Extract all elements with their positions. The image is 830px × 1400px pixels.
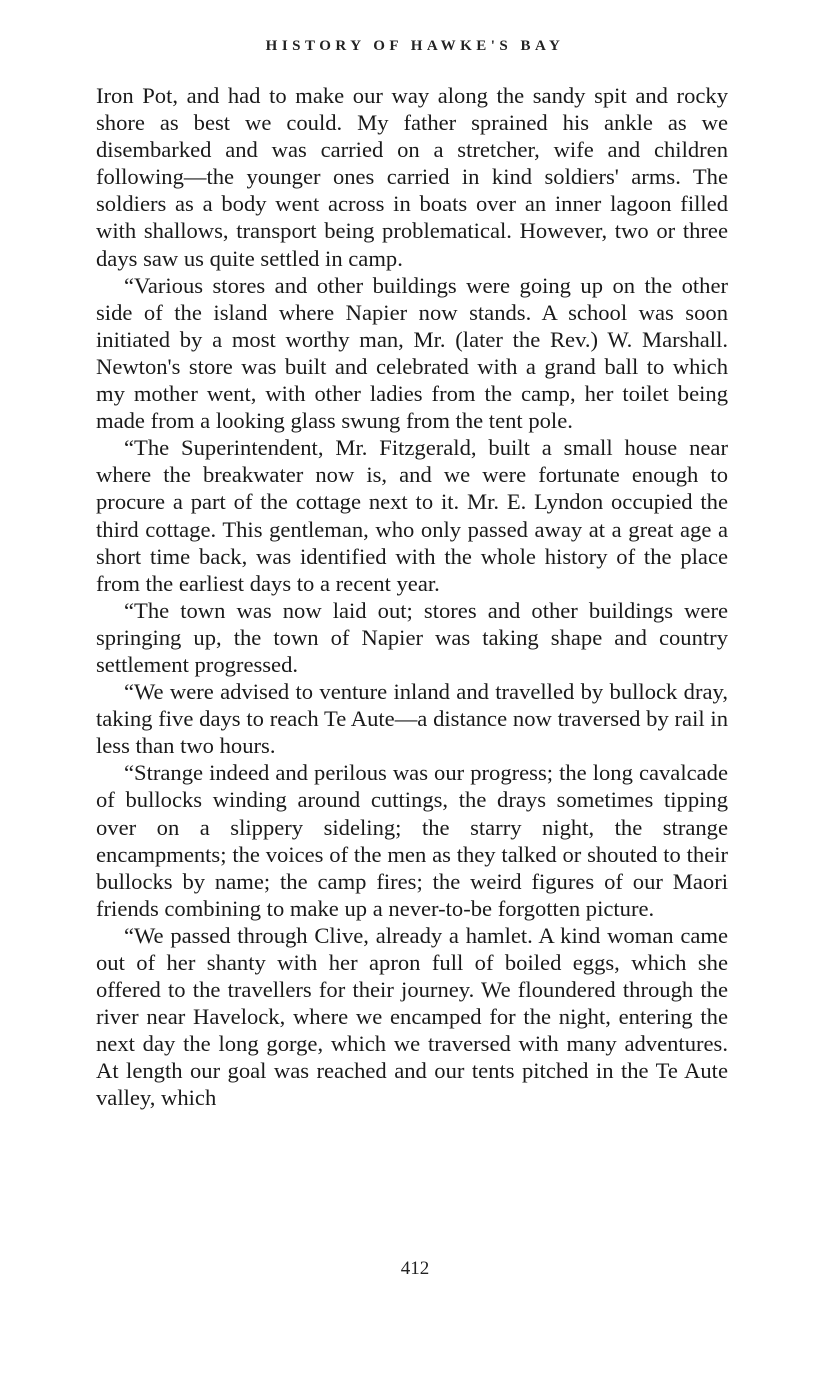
paragraph-5: “We were advised to venture inland and travelled by bullock dray, taking five days to reach Te Aute—a distance now traversed by rail in less than two hours. [96, 679, 728, 759]
paragraph-6: “Strange indeed and perilous was our progress; the long cavalcade of bullocks winding around cuttings, the drays sometimes tipping over on a slippery sideling; the starry night, the strange encampments; the voices of the men as they talked or shouted to their bullocks by name; the camp fires; the weird figures of our Maori friends combining to make up a never-to-be forgotten picture. [96, 760, 728, 921]
paragraph-2: “Various stores and other buildings were going up on the other side of the island where Napier now stands. A school was soon initiated by a most worthy man, Mr. (later the Rev.) W. Marshall. Newton's store was built and celebrated with a grand ball to which my mother went, with other ladies from the camp, her toilet being made from a looking glass swung from the tent pole. [96, 272, 728, 434]
paragraph-1: Iron Pot, and had to make our way along the sandy spit and rocky shore as best we could. My father sprained his ankle as we disembarked and was carried on a stretcher, wife and children following—the younger ones carried in kind soldiers' arms. The soldiers as a body went across in boats over an inner lagoon filled with shallows, transport being problematical. However, two or three days saw us quite settled in camp. [96, 83, 728, 271]
paragraph-3: “The Superintendent, Mr. Fitzgerald, built a small house near where the breakwater now is, and we were fortunate enough to procure a part of the cottage next to it. Mr. E. Lyndon occupied the third cottage. This gentleman, who only passed away at a great age a short time back, was identified with the whole history of the place from the earliest days to a recent year. [96, 435, 728, 596]
body-text [96, 82, 728, 1112]
paragraph-7: “We passed through Clive, already a hamlet. A kind woman came out of her shanty with her apron full of boiled eggs, which she offered to the travellers for their journey. We floundered through the river near Havelock, where we encamped for the night, entering the next day the long gorge, which we traversed with many adventures. At length our goal was reached and our tents pitched in the Te Aute valley, which [96, 922, 728, 1111]
paragraph-4: “The town was now laid out; stores and other buildings were springing up, the town of Napier was taking shape and country settlement progressed. [96, 597, 728, 677]
running-head: HISTORY OF HAWKE'S BAY [265, 38, 565, 54]
page-number: 412 [400, 1258, 430, 1279]
